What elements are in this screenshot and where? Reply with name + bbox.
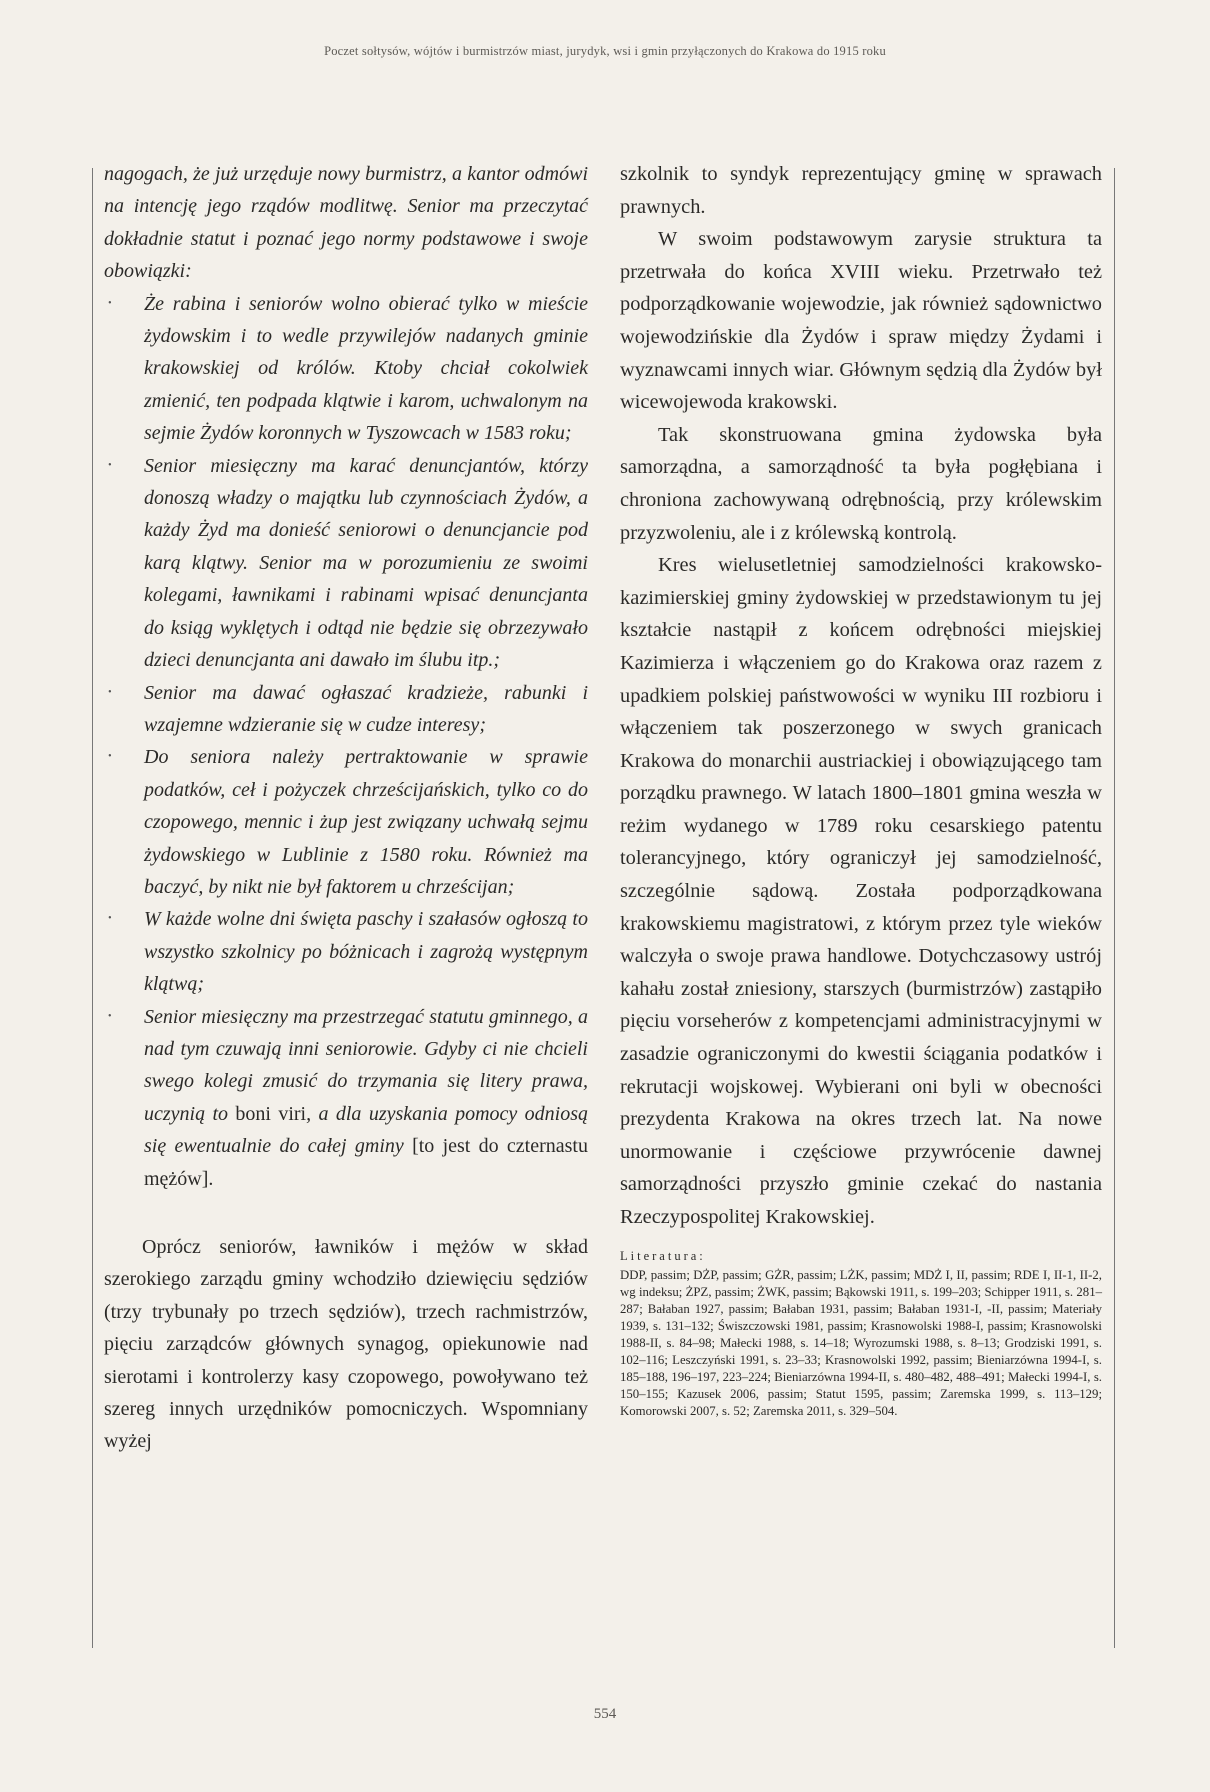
intro-text: nagogach, że już urzęduje nowy burmistrz, a kantor odmówi na intencję jego rządów modlitwę. Senior ma przeczytać dokładnie statut i poznać jego normy podstawowe i swoje obowiązki:	[104, 163, 588, 283]
list-item-bracket: [to jest do czternastu mężów].	[144, 1135, 588, 1190]
list-item: • Senior ma dawać ogłaszać kradzieże, rabunki i wzajemne wdzieranie się w cudze interesy;	[104, 677, 588, 742]
page-number: 554	[593, 1706, 617, 1722]
list-item: • W każde wolne dni święta paschy i szałasów ogłoszą to wszystko szkolnicy po bóżnicach i zagrożą występnym klątwą;	[104, 903, 588, 1000]
list-item-text: Senior miesięczny ma przestrzegać statutu gminnego, a nad tym czuwają inni seniorowie. Gdyby ci nie chcieli swego kolegi zmusić do trzymania się litery prawa, uczynią to	[144, 1005, 588, 1125]
body-paragraph: Kres wielusetletniej samodzielności krakowsko-kazimierskiej gminy żydowskiej w przedstawionym tu jej kształcie nastąpił z końcem odrębności miejskiej Kazimierza i włączeniem go do Krakowa oraz razem z upadkiem polskiej państwowości w wyniku III rozbioru i włączeniem tak poszerzonego w swych granicach Krakowa do monarchii austriackiej i obowiązującego tam porządku prawnego. W latach 1800–1801 gmina weszła w reżim wydanego w 1789 roku cesarskiego patentu tolerancyjnego, który ograniczył jej samodzielność, szczególnie sądową. Została podporządkowana krakowskiemu magistratowi, z którym przez tyle wieków walczyła o swoje prawa handlowe. Dotychczasowy ustrój kahału został zniesiony, starszych (burmistrzów) zastąpiło pięciu vorseherów z kompetencjami administracyjnymi w zasadzie ograniczonymi do kwestii ściągania podatków i rekrutacji wojskowej. Wybierani oni byli w obecności prezydenta Krakowa na okres trzech lat. Na nowe unormowanie i częściowe przywrócenie dawnej samorządności przyszło gminie czekać do nastania Rzeczypospolitej Krakowskiej.	[620, 554, 1102, 1228]
body-paragraph: W swoim podstawowym zarysie struktura ta przetrwała do końca XVIII wieku. Przetrwało też podporządkowanie wojewodzie, jak również sądownictwo wojewodzińskie dla Żydów i spraw między Żydami i wyznawcami innych wiar. Głównym sędzią dla Żydów był wicewojewoda krakowski.	[620, 228, 1102, 414]
left-column	[104, 158, 588, 1458]
body-paragraph: szkolnik to syndyk reprezentujący gminę w sprawach prawnych.	[620, 163, 1102, 218]
list-item-text: , a dla uzyskania pomocy odniosą się ewentualnie do całej gminy	[144, 1102, 588, 1158]
list-item: • Senior miesięczny ma karać denuncjantów, którzy donoszą władzy o majątku lub czynnościach Żydów, a każdy Żyd ma donieść seniorowi o denuncjancie pod karą klątwy. Senior ma w porozumieniu ze swoimi kolegami, ławnikami i rabinami wpisać denuncjanta do ksiąg wyklętych i odtąd nie będzie się obrzezywało dzieci denuncjanta ani dawało im ślubu itp.;	[104, 450, 588, 677]
right-column	[620, 158, 1102, 1420]
literature-text: DDP, passim; DŻP, passim; GŻR, passim; LŻK, passim; MDŻ I, II, passim; RDE I, II-1, II-2, wg indeksu; ŻPZ, passim; ŻWK, passim; Bąkowski 1911, s. 199–203; Schipper 1911, s. 281–287; Bałaban 1927, passim; Bałaban 1931, passim; Bałaban 1931-I, -II, passim; Materiały 1939, s. 131–132; Świszczowski 1981, passim; Krasnowolski 1988-I, passim; Krasnowolski 1988-II, s. 84–98; Małecki 1988, s. 14–18; Wyrozumski 1988, s. 8–13; Grodziski 1991, s. 102–116; Leszczyński 1991, s. 23–33; Krasnowolski 1992, passim; Bieniarzówna 1994-I, s. 185–188, 196–197, 223–224; Bieniarzówna 1994-II, s. 480–482, 488–491; Małecki 1994-I, s. 150–155; Kazusek 2006, passim; Statut 1595, passim; Zaremska 1999, s. 113–129; Komorowski 2007, s. 52; Zaremska 2011, s. 329–504.	[620, 1267, 1102, 1418]
list-item-latin: boni viri	[235, 1102, 307, 1125]
body-paragraph: Oprócz seniorów, ławników i mężów w skład szerokiego zarządu gminy wchodziło dziewięciu sędziów (trzy trybunały po trzech sędziów), trzech rachmistrzów, pięciu zarządców głównych synagog, opiekunowie nad sierotami i kontrolerzy kasy czopowego, powoływano też szereg innych urzędników pomocniczych. Wspomniany wyżej	[104, 1236, 588, 1453]
literature-section	[620, 1248, 1102, 1420]
list-item	[104, 1001, 588, 1195]
literature-label: Literatura:	[620, 1248, 706, 1263]
body-paragraph: Tak skonstruowana gmina żydowska była samorządna, a samorządność ta była pogłębiana i chroniona zachowywaną odrębnością, przy królewskim przyzwoleniu, ale i z królewską kontrolą.	[620, 423, 1102, 544]
list-item: • Że rabina i seniorów wolno obierać tylko w mieście żydowskim i to wedle przywilejów nadanych gminie krakowskiej od królów. Ktoby chciał cokolwiek zmienić, ten podpada klątwie i karom, uchwalonym na sejmie Żydów koronnych w Tyszowcach w 1583 roku;	[104, 288, 588, 450]
running-header: Poczet sołtysów, wójtów i burmistrzów miast, jurydyk, wsi i gmin przyłączonych do Krakowa do 1915 roku	[324, 44, 886, 58]
margin-rule-left	[92, 168, 93, 1648]
list-item: • Do seniora należy pertraktowanie w sprawie podatków, ceł i pożyczek chrześcijańskich, tylko co do czopowego, mennic i żup jest związany uchwałą sejmu żydowskiego w Lublinie z 1580 roku. Również ma baczyć, by nikt nie był faktorem u chrześcijan;	[104, 741, 588, 903]
statute-list	[104, 288, 588, 1195]
margin-rule-right	[1114, 168, 1115, 1648]
